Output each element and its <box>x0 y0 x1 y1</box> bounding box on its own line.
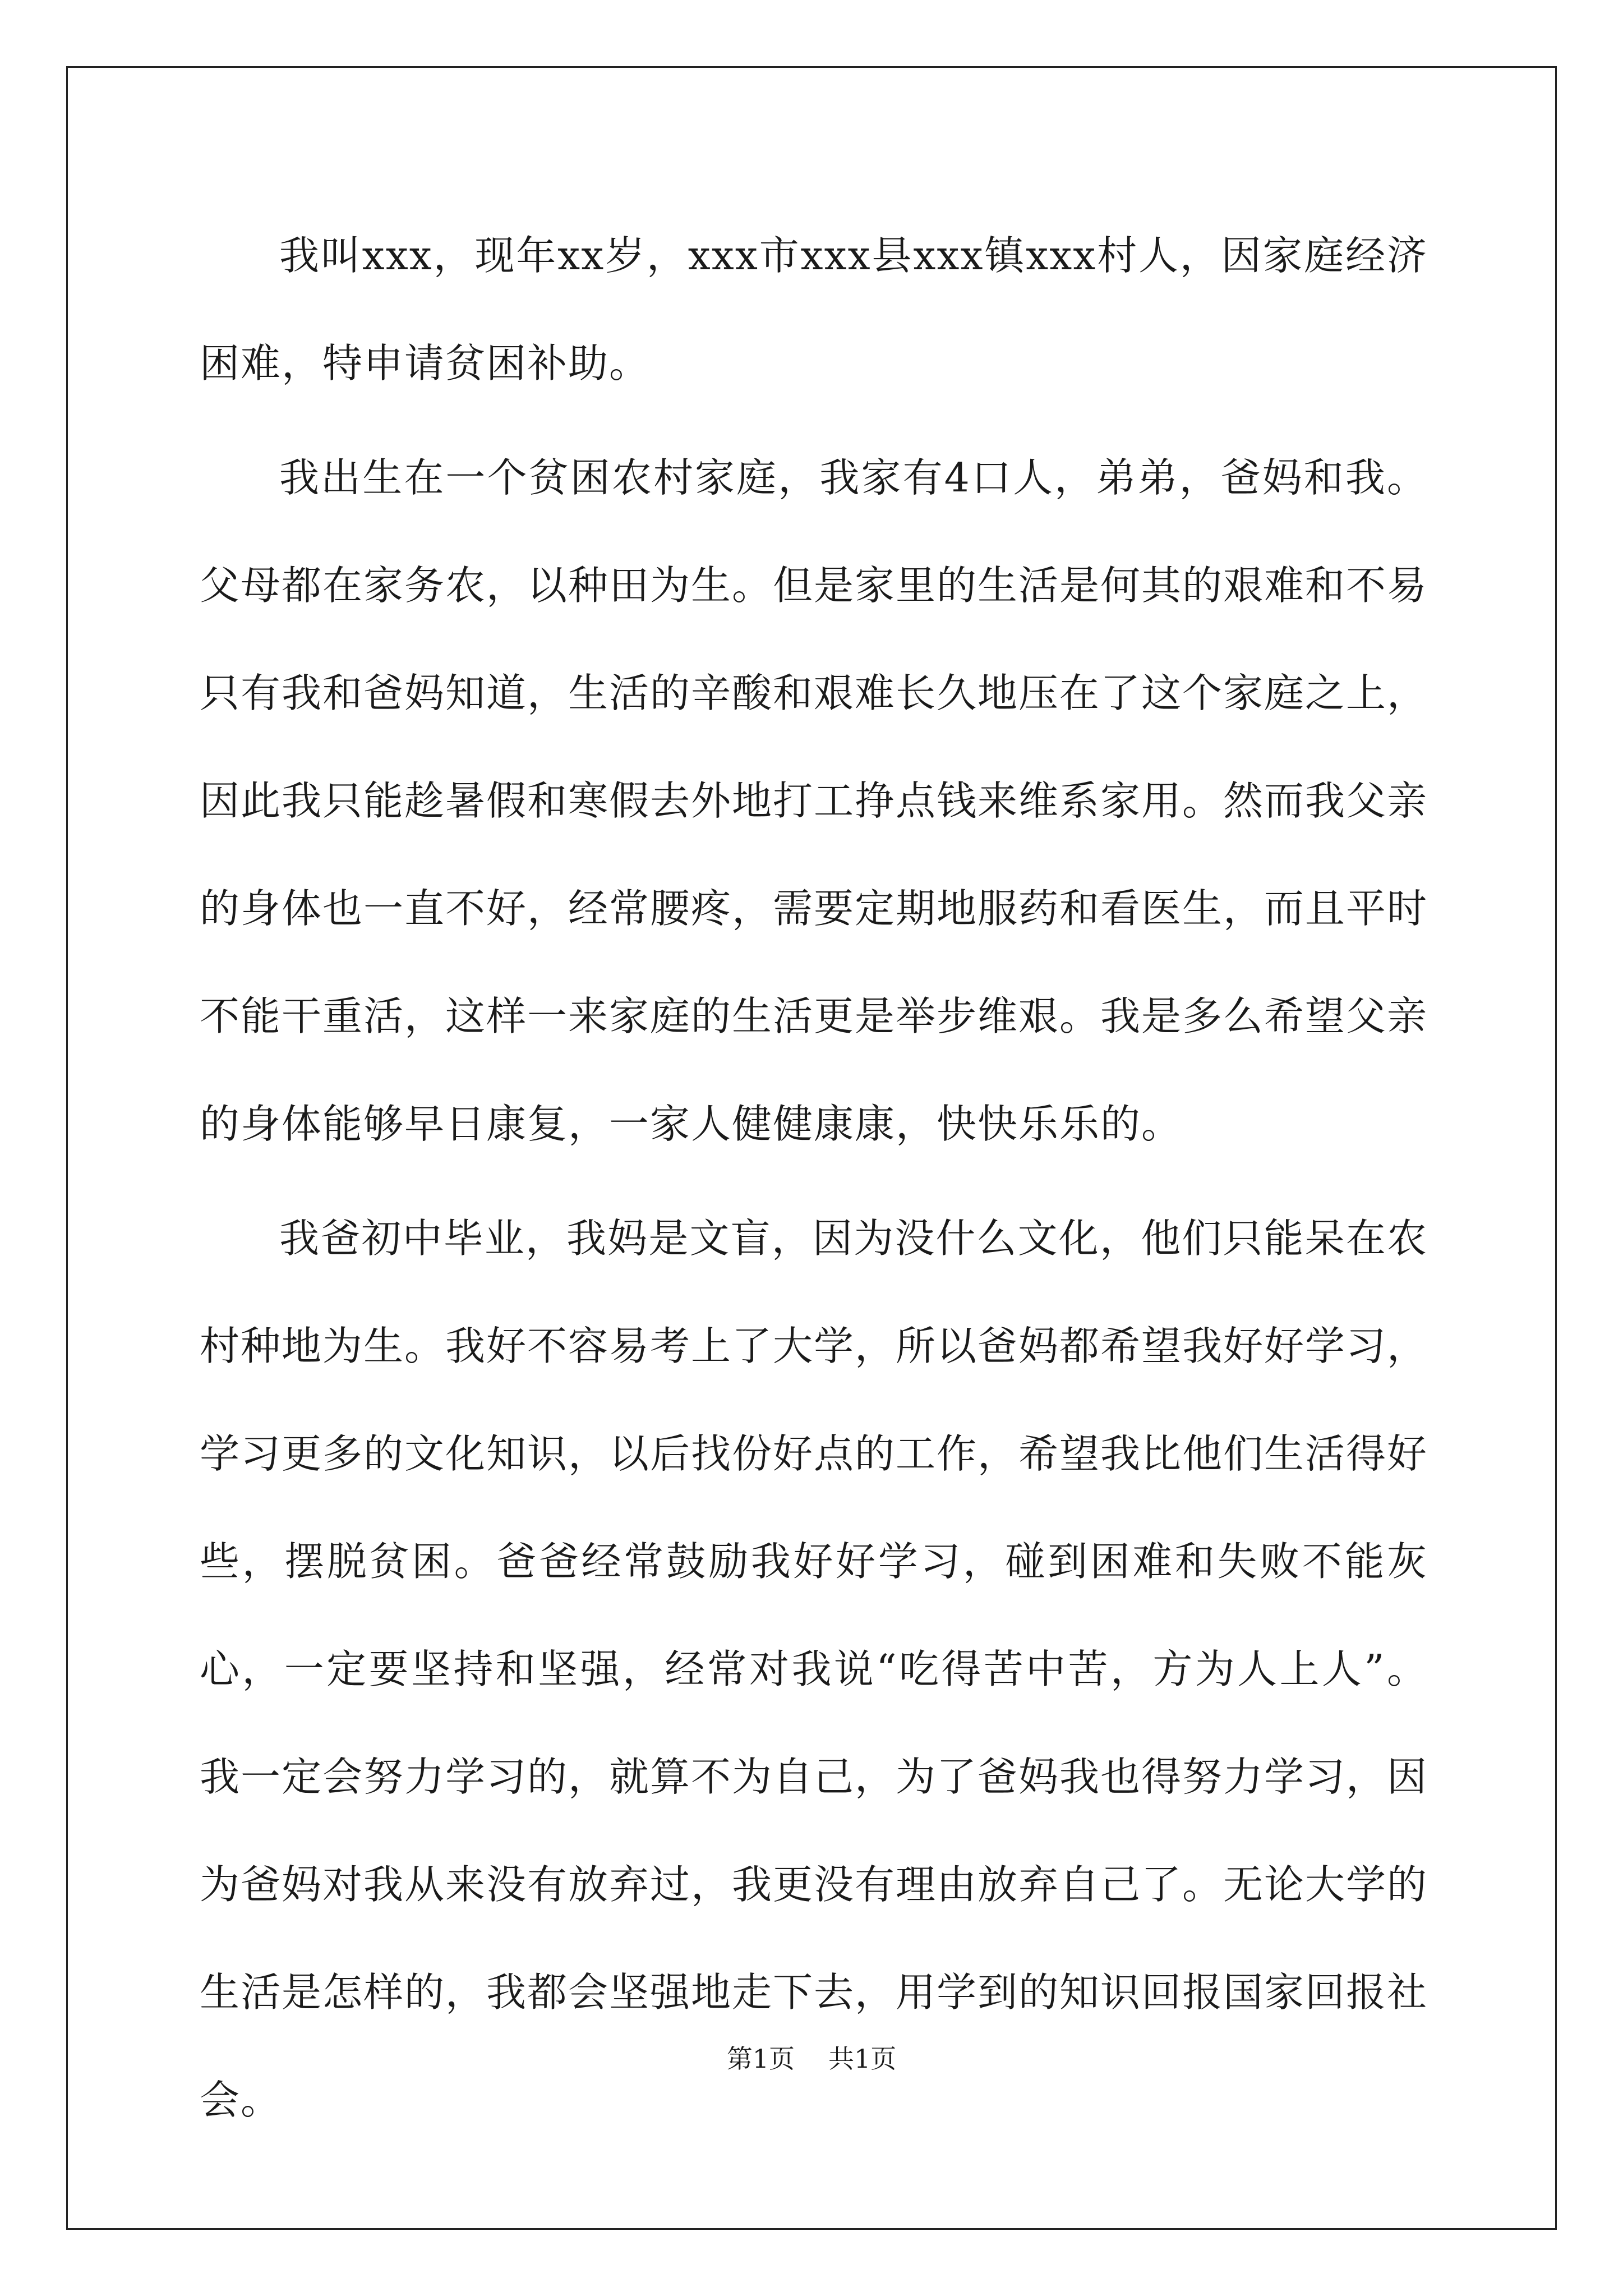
page-footer <box>0 2042 1623 2076</box>
document-body <box>200 202 1428 2161</box>
paragraph-3: 我爸初中毕业，我妈是文盲，因为没什么文化，他们只能呆在农村种地为生。我好不容易考上了大学，所以爸妈都希望我好好学习，学习更多的文化知识，以后找份好点的工作，希望我比他们生活得好些，摆脱贫困。爸爸经常鼓励我好好学习，碰到困难和失败不能灰心，一定要坚持和坚强，经常对我说“吃得苦中苦，方为人上人”。我一定会努力学习的，就算不为自己，为了爸妈我也得努力学习，因为爸妈对我从来没有放弃过，我更没有理由放弃自己了。无论大学的生活是怎样的，我都会坚强地走下去，用学到的知识回报国家回报社会。 <box>200 1215 1428 2123</box>
paragraph-1: 我叫xxx，现年xx岁，xxx市xxx县xxx镇xxx村人，因家庭经济困难，特申请贫困补助。 <box>200 232 1428 386</box>
page-number-current: 第1页 <box>726 2044 795 2074</box>
paragraph-2: 我出生在一个贫困农村家庭，我家有4口人，弟弟，爸妈和我。父母都在家务农，以种田为生。但是家里的生活是何其的艰难和不易只有我和爸妈知道，生活的辛酸和艰难长久地压在了这个家庭之上，因此我只能趁暑假和寒假去外地打工挣点钱来维系家用。然而我父亲的身体也一直不好，经常腰疼，需要定期地服药和看医生，而且平时不能干重活，这样一来家庭的生活更是举步维艰。我是多么希望父亲的身体能够早日康复，一家人健健康康，快快乐乐的。 <box>200 454 1428 1147</box>
page-number-total: 共1页 <box>828 2044 897 2074</box>
